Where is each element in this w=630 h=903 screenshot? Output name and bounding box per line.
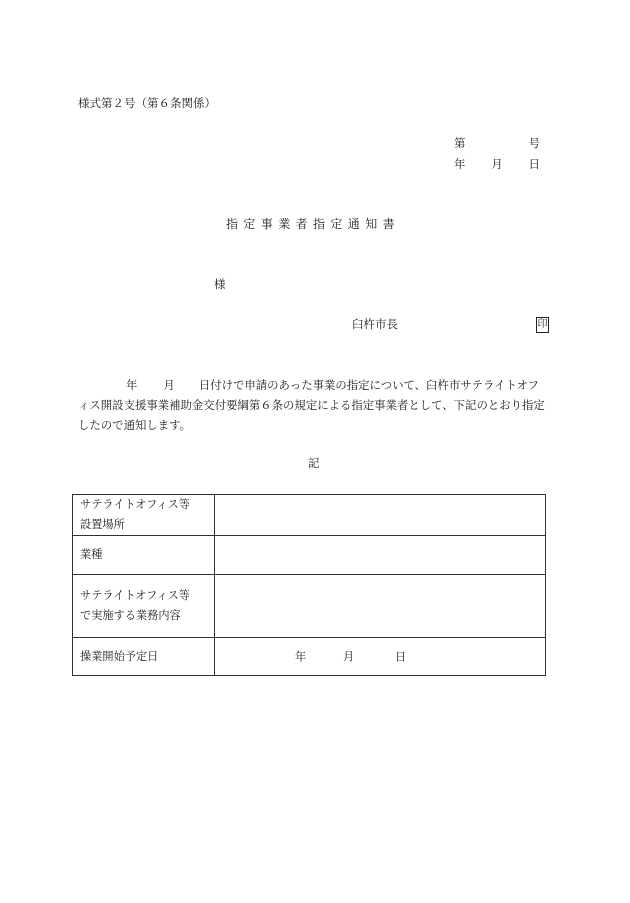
- issuer-name: 臼杵市長: [352, 317, 398, 331]
- label-start-date: [73, 638, 215, 676]
- label-business-line1: サテライトオフィス等: [80, 589, 190, 602]
- label-industry: [73, 536, 215, 575]
- body-month: 月: [163, 378, 175, 392]
- issue-date-month: 月: [491, 157, 503, 171]
- note-heading: 記: [308, 456, 320, 470]
- start-date-month: 月: [343, 649, 355, 663]
- table-row-business: [73, 575, 546, 638]
- reference-number: [454, 138, 540, 150]
- value-business[interactable]: [215, 575, 546, 638]
- label-business: [73, 575, 215, 638]
- value-industry[interactable]: [215, 536, 546, 575]
- label-business-line2: で実施する業務内容: [80, 609, 181, 622]
- issue-date: [454, 159, 540, 171]
- value-location[interactable]: [215, 495, 546, 536]
- details-table: [72, 494, 546, 676]
- table-row-industry: [73, 536, 546, 575]
- table-row-start-date: [73, 638, 546, 676]
- body-text: 日付けで申請のあった事業の指定について、臼杵市サテライトオフィス開設支援事業補助金交付要綱第６条の規定による指定事業者として、下記のとおり指定したので通知します。: [78, 378, 545, 432]
- reference-number-prefix: 第: [454, 136, 466, 150]
- reference-number-suffix: 号: [528, 136, 540, 150]
- seal-mark: 印: [536, 317, 549, 333]
- body-year: 年: [126, 378, 138, 392]
- table-row-location: [73, 495, 546, 536]
- issue-date-day: 日: [528, 157, 540, 171]
- value-start-date[interactable]: [215, 638, 546, 676]
- label-location-line1: サテライトオフィス等: [80, 498, 190, 511]
- form-number: 様式第２号（第６条関係）: [78, 96, 216, 110]
- label-location-line2: 設置場所: [80, 518, 125, 531]
- addressee-suffix: 様: [214, 277, 226, 291]
- issue-date-year: 年: [454, 157, 466, 171]
- label-start-date-line1: 操業開始予定日: [80, 649, 159, 663]
- label-industry-line1: 業種: [80, 548, 103, 561]
- label-location: [73, 495, 215, 536]
- document-title: 指定事業者指定通知書: [226, 217, 401, 231]
- start-date-year: 年: [295, 649, 307, 663]
- start-date-day: 日: [395, 649, 407, 663]
- body-paragraph: [78, 375, 548, 435]
